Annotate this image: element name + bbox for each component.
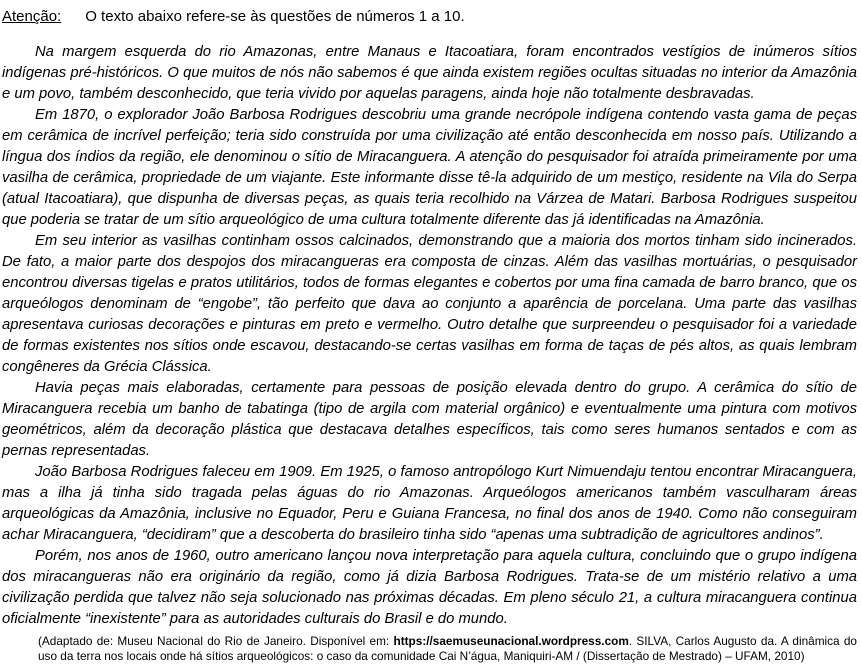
passage-paragraph-6: Porém, nos anos de 1960, outro americano lançou nova interpretação para aquela cultura, concluindo que o grupo indígena dos miracangueras não era originário da região, como já dizia Barbosa Rodrigues. Trata-se de um mistério relativo a uma civilização perdida que talvez não seja solucionado nas próximas décadas. Em pleno século 21, a cultura miracanguera continua oficialmente “inexistente” para as autoridades culturais do Brasil e do mundo. [2, 548, 857, 627]
passage-paragraph-3: Em seu interior as vasilhas continham ossos calcinados, demonstrando que a maioria dos mortos tinham sido incinerados. De fato, a maior parte dos despojos dos miracangueras era composta de cinzas. Além das vasilhas mortuárias, o pesquisador encontrou diversas tigelas e pratos utilitários, todos de formas elegantes e cobertos por uma fina camada de barro branco, que os arqueólogos denominam de “engobe”, tão perfeito que dava ao conjunto a aparência de porcelana. Uma parte das vasilhas apresentava curiosas decorações e pinturas em preto e vermelho. Outro detalhe que surpreendeu o pesquisador foi a variedade de formas existentes nos sítios onde escavou, destacando-se certas vasilhas em forma de taças de pés altos, as quais lembram congêneres da Grécia Clássica. [2, 233, 857, 375]
attention-instruction: O texto abaixo refere-se às questões de números 1 a 10. [85, 8, 465, 25]
citation-prefix: (Adaptado de: Museu Nacional do Rio de Janeiro. Disponível em: [38, 634, 394, 648]
passage-paragraph-2: Em 1870, o explorador João Barbosa Rodrigues descobriu uma grande necrópole indígena contendo vasta gama de peças em cerâmica de incrível perfeição; teria sido construída por uma civilização até então desconhecida em nosso país. Utilizando a língua dos índios da região, ele denominou o sítio de Miracanguera. A atenção do pesquisador foi atraída primeiramente por uma vasilha de cerâmica, propriedade de um viajante. Este informante disse tê-la adquirido de um mestiço, residente na Vila do Serpa (atual Itacoatiara), que dispunha de diversas peças, as quais teria recolhido na Várzea de Matari. Barbosa Rodrigues suspeitou que poderia se tratar de um sítio arqueológico de uma cultura totalmente diferente das já identificadas na Amazônia. [2, 107, 857, 228]
citation-url: https://saemuseunacional.wordpress.com [393, 634, 629, 648]
citation [38, 634, 857, 664]
passage [2, 42, 857, 630]
passage-paragraph-1: Na margem esquerda do rio Amazonas, entre Manaus e Itacoatiara, foram encontrados vestígios de inúmeros sítios indígenas pré-históricos. O que muitos de nós não sabemos é que ainda existem regiões ocultas situadas no interior da Amazônia e um povo, também desconhecido, que teria vivido por aquelas paragens, ainda hoje não totalmente desbravadas. [2, 44, 857, 102]
passage-paragraph-4: Havia peças mais elaboradas, certamente para pessoas de posição elevada dentro do grupo. A cerâmica do sítio de Miracanguera recebia um banho de tabatinga (tipo de argila com material orgânico) e eventualmente uma pintura com motivos geométricos, além da decoração plástica que destacava detalhes específicos, tais como seres humanos sentados e com as pernas representadas. [2, 380, 857, 459]
passage-paragraph-5: João Barbosa Rodrigues faleceu em 1909. Em 1925, o famoso antropólogo Kurt Nimuendaju tentou encontrar Miracanguera, mas a ilha já tinha sido tragada pelas águas do rio Amazonas. Arqueólogos americanos também vasculharam áreas arqueológicas da Amazônia, inclusive no Equador, Peru e Guiana Francesa, no final dos anos de 1940. Como não conseguiram achar Miracanguera, “decidiram” que a descoberta do brasileiro tinha sido “apenas uma subtradição de agricultores andinos”. [2, 464, 857, 543]
attention-label: Atenção: [2, 8, 62, 25]
citation-suffix: . SILVA, Carlos Augusto da. A dinâmica do uso da terra nos locais onde há sítios arqueológicos: o caso da comunidade Cai N’água, Maniquiri-AM / (Dissertação de Mestrado) – UFAM, 2010) [38, 634, 857, 663]
attention-header [2, 6, 857, 27]
